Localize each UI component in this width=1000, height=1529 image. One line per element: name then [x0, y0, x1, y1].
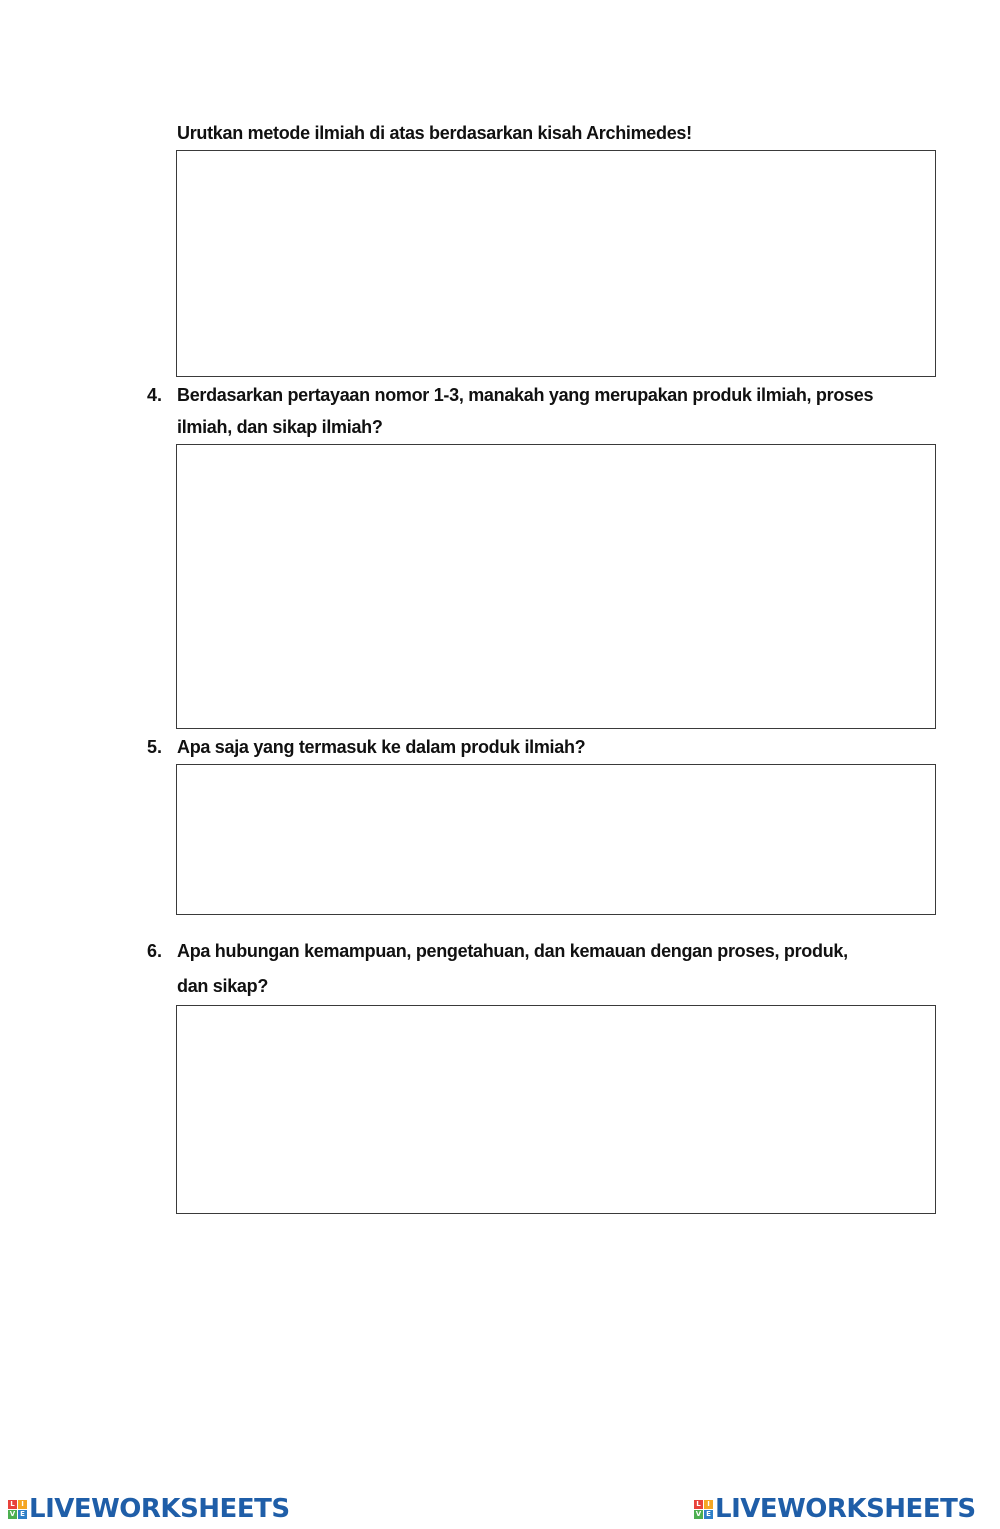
question-5-text: Apa saja yang termasuk ke dalam produk ilmiah? [177, 737, 586, 757]
logo-letter: L [694, 1500, 703, 1509]
question-4-number: 4. [147, 385, 163, 405]
question-6-text-line2: dan sikap? [177, 976, 269, 996]
answer-box-question-5[interactable] [176, 764, 936, 915]
question-5-number: 5. [147, 737, 163, 757]
logo-letter: V [9, 1509, 16, 1518]
logo-letter: I [18, 1500, 27, 1509]
brand-text: LIVEWORKSHEETS [29, 1494, 290, 1524]
answer-box-question-4[interactable] [176, 444, 936, 729]
brand-watermark-right [694, 1493, 976, 1525]
intro-question-text: Urutkan metode ilmiah di atas berdasarkan kisah Archimedes! [177, 123, 692, 143]
logo-letter: L [8, 1500, 17, 1509]
question-4-text-line2: ilmiah, dan sikap ilmiah? [177, 417, 383, 437]
question-4-text-line1: Berdasarkan pertayaan nomor 1-3, manakah yang merupakan produk ilmiah, proses [177, 385, 874, 405]
logo-letter: V [695, 1509, 702, 1518]
logo-letter: I [704, 1500, 713, 1509]
liveworksheets-logo-icon [694, 1500, 713, 1519]
logo-letter: E [704, 1510, 713, 1519]
question-6-text-line1: Apa hubungan kemampuan, pengetahuan, dan kemauan dengan proses, produk, [177, 941, 848, 961]
brand-text: LIVEWORKSHEETS [715, 1494, 976, 1524]
answer-box-intro[interactable] [176, 150, 936, 377]
brand-watermark-left [8, 1493, 290, 1525]
logo-letter: E [18, 1510, 27, 1519]
answer-box-question-6[interactable] [176, 1005, 936, 1214]
liveworksheets-logo-icon [8, 1500, 27, 1519]
question-6-number: 6. [147, 941, 163, 961]
